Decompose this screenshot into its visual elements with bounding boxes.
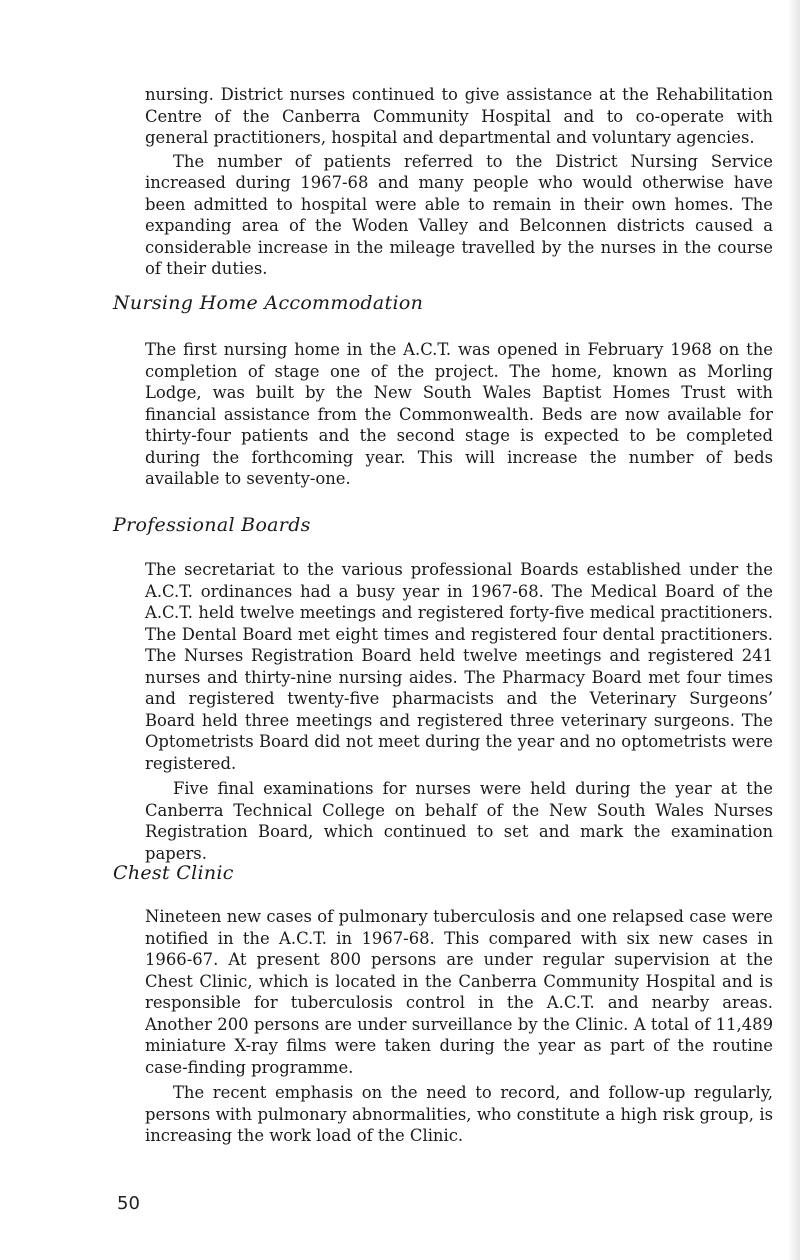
section-chest-clinic [145,906,773,1147]
paragraph-district-nursing: The number of patients referred to the District Nursing Service increased during 1967-68 and many people who would otherwise have been admitted to hospital were able to remain in their own homes. The expanding area of the Woden Valley and Belconnen districts caused a considerable increase in the mileage travelled by the nurses in the course of their duties. [145,151,773,278]
section-nursing-home [145,339,773,490]
paragraph-chest-clinic: Nineteen new cases of pulmonary tuberculosis and one relapsed case were notified in the A.C.T. in 1967-68. This compared with six new cases in 1966-67. At present 800 persons are under regular supervision at the Chest Clinic, which is located in the Canberra Community Hospital and is responsible for tuberculosis control in the A.C.T. and nearby areas. Another 200 persons are under surveillance by the Clinic. A total of 11,489 miniature X-ray films were taken during the year as part of the routine case-finding programme. [145,907,773,1077]
heading-professional-boards: Professional Boards [113,514,311,536]
page-number: 50 [117,1193,140,1214]
page-edge-shadow [788,0,800,1260]
section-district-nursing [145,84,773,280]
paragraph-nurse-examinations: Five final examinations for nurses were held during the year at the Canberra Technical College on behalf of the New South Wales Nurses Registration Board, which continued to set and mark the examination papers. [145,779,773,863]
paragraph-nursing-home: The first nursing home in the A.C.T. was opened in February 1968 on the completion of stage one of the project. The home, known as Morling Lodge, was built by the New South Wales Baptist Homes Trust with financial assistance from the Commonwealth. Beds are now available for thirty-four patients and the second stage is expected to be completed during the forthcoming year. This will increase the number of beds available to seventy-one. [145,340,773,488]
section-professional-boards [145,559,773,864]
paragraph-professional-boards: The secretariat to the various professional Boards established under the A.C.T. ordinances had a busy year in 1967-68. The Medical Board of the A.C.T. held twelve meetings and registered forty-five medical practitioners. The Dental Board met eight times and registered four dental practitioners. The Nurses Registration Board held twelve meetings and registered 241 nurses and thirty-nine nursing aides. The Pharmacy Board met four times and registered twenty-five pharmacists and the Veterinary Surgeons’ Board held three meetings and registered three veterinary surgeons. The Optometrists Board did not meet during the year and no optometrists were registered. [145,560,773,773]
paragraph-continued: nursing. District nurses continued to give assistance at the Rehabilitation Centre of the Canberra Community Hospital and to co-operate with general practitioners, hospital and departmental and voluntary agencies. [145,85,773,147]
heading-chest-clinic: Chest Clinic [113,862,234,884]
paragraph-follow-up: The recent emphasis on the need to record, and follow-up regularly, persons with pulmonary abnormalities, who constitute a high risk group, is increasing the work load of the Clinic. [145,1083,773,1145]
heading-nursing-home-accommodation: Nursing Home Accommodation [113,292,424,314]
